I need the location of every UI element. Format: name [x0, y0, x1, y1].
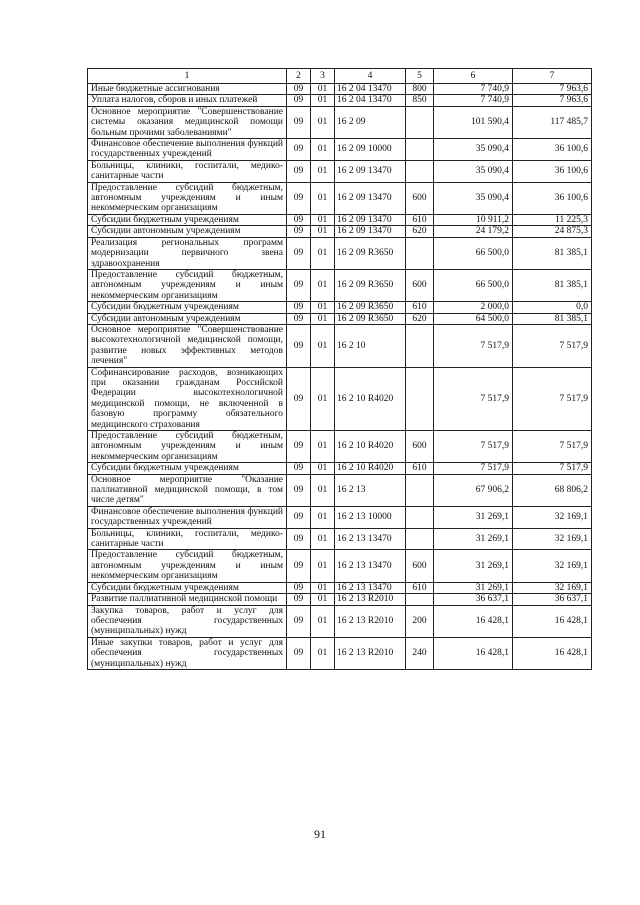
row-amount-year-1: 36 637,1 — [434, 594, 513, 605]
row-expense-type — [406, 324, 434, 367]
row-target-code: 16 2 13 13470 — [335, 582, 406, 593]
row-section: 09 — [287, 214, 311, 225]
table-row — [88, 637, 592, 669]
row-target-code: 16 2 10 R4020 — [335, 463, 406, 474]
row-expense-type: 620 — [406, 226, 434, 237]
row-amount-year-1: 31 269,1 — [434, 582, 513, 593]
row-expense-type — [406, 528, 434, 550]
row-amount-year-1: 7 517,9 — [434, 324, 513, 367]
row-amount-year-2: 36 100,6 — [513, 139, 592, 161]
table-row — [88, 506, 592, 528]
row-section: 09 — [287, 237, 311, 269]
row-amount-year-1: 10 911,2 — [434, 214, 513, 225]
table-row — [88, 269, 592, 301]
row-expense-type: 610 — [406, 302, 434, 313]
row-name: Субсидии бюджетным учреждениям — [88, 214, 287, 225]
row-expense-type — [406, 106, 434, 138]
table-row — [88, 139, 592, 161]
row-subsection: 01 — [311, 214, 335, 225]
row-expense-type — [406, 594, 434, 605]
row-expense-type: 620 — [406, 313, 434, 324]
row-expense-type: 600 — [406, 269, 434, 301]
row-amount-year-1: 24 179,2 — [434, 226, 513, 237]
row-subsection: 01 — [311, 528, 335, 550]
row-amount-year-2: 24 875,3 — [513, 226, 592, 237]
column-header-4: 4 — [335, 69, 406, 84]
row-amount-year-1: 31 269,1 — [434, 550, 513, 582]
row-section: 09 — [287, 84, 311, 95]
table-row — [88, 550, 592, 582]
row-subsection: 01 — [311, 605, 335, 637]
row-section: 09 — [287, 528, 311, 550]
table-row — [88, 95, 592, 106]
table-row — [88, 106, 592, 138]
row-subsection: 01 — [311, 463, 335, 474]
table-row — [88, 182, 592, 214]
row-expense-type — [406, 474, 434, 506]
row-expense-type — [406, 139, 434, 161]
row-section: 09 — [287, 324, 311, 367]
row-subsection: 01 — [311, 550, 335, 582]
row-amount-year-1: 7 517,9 — [434, 367, 513, 430]
row-expense-type: 610 — [406, 214, 434, 225]
row-name: Финансовое обеспечение выполнения функций государственных учреждений — [88, 139, 287, 161]
row-amount-year-2: 117 485,7 — [513, 106, 592, 138]
row-subsection: 01 — [311, 324, 335, 367]
row-name: Предоставление субсидий бюджетным, автономным учреждениям и иным некоммерческим организациям — [88, 431, 287, 463]
row-section: 09 — [287, 182, 311, 214]
row-target-code: 16 2 10 R4020 — [335, 367, 406, 430]
row-amount-year-1: 66 500,0 — [434, 269, 513, 301]
row-amount-year-1: 16 428,1 — [434, 637, 513, 669]
row-amount-year-1: 67 906,2 — [434, 474, 513, 506]
row-amount-year-2: 32 169,1 — [513, 550, 592, 582]
row-amount-year-2: 11 225,3 — [513, 214, 592, 225]
row-amount-year-2: 7 517,9 — [513, 367, 592, 430]
row-expense-type: 200 — [406, 605, 434, 637]
column-header-3: 3 — [311, 69, 335, 84]
row-name: Предоставление субсидий бюджетным, автономным учреждениям и иным некоммерческим организациям — [88, 550, 287, 582]
table-row — [88, 474, 592, 506]
row-name: Финансовое обеспечение выполнения функций государственных учреждений — [88, 506, 287, 528]
row-target-code: 16 2 13 R2010 — [335, 605, 406, 637]
row-section: 09 — [287, 506, 311, 528]
row-section: 09 — [287, 550, 311, 582]
row-subsection: 01 — [311, 474, 335, 506]
row-subsection: 01 — [311, 269, 335, 301]
row-amount-year-1: 7 740,9 — [434, 95, 513, 106]
row-name: Предоставление субсидий бюджетным, автономным учреждениям и иным некоммерческим организациям — [88, 182, 287, 214]
row-name: Основное мероприятие "Совершенствование высокотехнологичной медицинской помощи, развитие новых эффективных методов лечения" — [88, 324, 287, 367]
table-row — [88, 313, 592, 324]
row-subsection: 01 — [311, 160, 335, 182]
table-row — [88, 528, 592, 550]
row-name: Основное мероприятие "Совершенствование системы оказания медицинской помощи больным прочими заболеваниями" — [88, 106, 287, 138]
row-subsection: 01 — [311, 84, 335, 95]
row-expense-type: 800 — [406, 84, 434, 95]
row-target-code: 16 2 10 R4020 — [335, 431, 406, 463]
row-section: 09 — [287, 637, 311, 669]
row-subsection: 01 — [311, 182, 335, 214]
column-header-2: 2 — [287, 69, 311, 84]
row-expense-type: 600 — [406, 550, 434, 582]
row-amount-year-2: 7 517,9 — [513, 463, 592, 474]
row-target-code: 16 2 10 — [335, 324, 406, 367]
table-row — [88, 84, 592, 95]
row-name: Реализация региональных программ модернизации первичного звена здравоохранения — [88, 237, 287, 269]
row-amount-year-2: 32 169,1 — [513, 506, 592, 528]
row-expense-type — [406, 160, 434, 182]
row-target-code: 16 2 09 13470 — [335, 160, 406, 182]
row-target-code: 16 2 09 R3650 — [335, 313, 406, 324]
row-amount-year-1: 16 428,1 — [434, 605, 513, 637]
row-section: 09 — [287, 594, 311, 605]
row-subsection: 01 — [311, 106, 335, 138]
row-amount-year-1: 66 500,0 — [434, 237, 513, 269]
row-subsection: 01 — [311, 637, 335, 669]
row-name: Основное мероприятие "Оказание паллиативной медицинской помощи, в том числе детям" — [88, 474, 287, 506]
table-row — [88, 463, 592, 474]
row-subsection: 01 — [311, 226, 335, 237]
row-target-code: 16 2 09 R3650 — [335, 237, 406, 269]
row-target-code: 16 2 09 R3650 — [335, 302, 406, 313]
row-expense-type: 600 — [406, 431, 434, 463]
header-row — [88, 69, 592, 84]
row-section: 09 — [287, 367, 311, 430]
row-name: Субсидии автономным учреждениям — [88, 226, 287, 237]
row-section: 09 — [287, 431, 311, 463]
row-name: Софинансирование расходов, возникающих при оказании гражданам Российской Федерации высокотехнологичной медицинской помощи, не включенной в базовую программу обязательного медицинского страхования — [88, 367, 287, 430]
row-name: Развитие паллиативной медицинской помощи — [88, 594, 287, 605]
row-amount-year-1: 31 269,1 — [434, 528, 513, 550]
row-section: 09 — [287, 160, 311, 182]
row-amount-year-2: 36 100,6 — [513, 160, 592, 182]
row-amount-year-1: 31 269,1 — [434, 506, 513, 528]
row-amount-year-2: 7 517,9 — [513, 324, 592, 367]
row-name: Субсидии автономным учреждениям — [88, 313, 287, 324]
table-row — [88, 160, 592, 182]
row-target-code: 16 2 13 13470 — [335, 550, 406, 582]
row-amount-year-1: 7 740,9 — [434, 84, 513, 95]
row-section: 09 — [287, 95, 311, 106]
row-amount-year-2: 81 385,1 — [513, 237, 592, 269]
row-amount-year-1: 101 590,4 — [434, 106, 513, 138]
row-amount-year-2: 81 385,1 — [513, 269, 592, 301]
row-subsection: 01 — [311, 506, 335, 528]
table-row — [88, 324, 592, 367]
table-row — [88, 237, 592, 269]
row-subsection: 01 — [311, 367, 335, 430]
row-subsection: 01 — [311, 313, 335, 324]
column-header-5: 5 — [406, 69, 434, 84]
row-section: 09 — [287, 302, 311, 313]
column-header-6: 6 — [434, 69, 513, 84]
row-target-code: 16 2 09 R3650 — [335, 269, 406, 301]
row-amount-year-2: 0,0 — [513, 302, 592, 313]
row-amount-year-2: 68 806,2 — [513, 474, 592, 506]
row-amount-year-2: 7 963,6 — [513, 84, 592, 95]
row-expense-type: 240 — [406, 637, 434, 669]
row-amount-year-2: 32 169,1 — [513, 528, 592, 550]
row-amount-year-2: 81 385,1 — [513, 313, 592, 324]
row-name: Иные закупки товаров, работ и услуг для обеспечения государственных (муниципальных) нужд — [88, 637, 287, 669]
row-section: 09 — [287, 474, 311, 506]
row-target-code: 16 2 09 10000 — [335, 139, 406, 161]
row-section: 09 — [287, 463, 311, 474]
row-name: Субсидии бюджетным учреждениям — [88, 302, 287, 313]
row-amount-year-2: 16 428,1 — [513, 605, 592, 637]
table-row — [88, 582, 592, 593]
column-header-7: 7 — [513, 69, 592, 84]
row-amount-year-2: 7 517,9 — [513, 431, 592, 463]
row-section: 09 — [287, 139, 311, 161]
row-section: 09 — [287, 582, 311, 593]
table-row — [88, 605, 592, 637]
table-row — [88, 594, 592, 605]
row-subsection: 01 — [311, 594, 335, 605]
row-name: Больницы, клиники, госпитали, медико-санитарные части — [88, 528, 287, 550]
row-section: 09 — [287, 106, 311, 138]
row-name: Больницы, клиники, госпитали, медико-санитарные части — [88, 160, 287, 182]
row-amount-year-2: 36 100,6 — [513, 182, 592, 214]
column-header-1: 1 — [88, 69, 287, 84]
row-target-code: 16 2 13 R2010 — [335, 637, 406, 669]
row-section: 09 — [287, 313, 311, 324]
row-expense-type — [406, 237, 434, 269]
row-amount-year-1: 64 500,0 — [434, 313, 513, 324]
row-amount-year-1: 35 090,4 — [434, 182, 513, 214]
row-name: Закупка товаров, работ и услуг для обеспечения государственных (муниципальных) нужд — [88, 605, 287, 637]
row-target-code: 16 2 13 — [335, 474, 406, 506]
row-section: 09 — [287, 269, 311, 301]
row-target-code: 16 2 13 13470 — [335, 528, 406, 550]
row-target-code: 16 2 13 R2010 — [335, 594, 406, 605]
table-row — [88, 226, 592, 237]
row-amount-year-1: 35 090,4 — [434, 139, 513, 161]
row-amount-year-2: 7 963,6 — [513, 95, 592, 106]
row-amount-year-2: 32 169,1 — [513, 582, 592, 593]
row-target-code: 16 2 09 — [335, 106, 406, 138]
row-subsection: 01 — [311, 582, 335, 593]
row-target-code: 16 2 09 13470 — [335, 226, 406, 237]
row-amount-year-1: 7 517,9 — [434, 431, 513, 463]
table-body — [88, 84, 592, 670]
row-expense-type: 610 — [406, 582, 434, 593]
row-section: 09 — [287, 605, 311, 637]
row-name: Субсидии бюджетным учреждениям — [88, 582, 287, 593]
row-expense-type: 610 — [406, 463, 434, 474]
table-row — [88, 431, 592, 463]
row-subsection: 01 — [311, 139, 335, 161]
row-expense-type — [406, 367, 434, 430]
table-row — [88, 367, 592, 430]
table-row — [88, 302, 592, 313]
row-amount-year-1: 2 000,0 — [434, 302, 513, 313]
row-expense-type: 850 — [406, 95, 434, 106]
row-amount-year-1: 35 090,4 — [434, 160, 513, 182]
row-subsection: 01 — [311, 302, 335, 313]
row-expense-type — [406, 506, 434, 528]
row-subsection: 01 — [311, 237, 335, 269]
row-target-code: 16 2 13 10000 — [335, 506, 406, 528]
row-name: Уплата налогов, сборов и иных платежей — [88, 95, 287, 106]
table-row — [88, 214, 592, 225]
row-amount-year-1: 7 517,9 — [434, 463, 513, 474]
row-name: Иные бюджетные ассигнования — [88, 84, 287, 95]
budget-table — [87, 68, 592, 670]
row-subsection: 01 — [311, 95, 335, 106]
row-target-code: 16 2 09 13470 — [335, 182, 406, 214]
row-amount-year-2: 36 637,1 — [513, 594, 592, 605]
row-name: Субсидии бюджетным учреждениям — [88, 463, 287, 474]
row-amount-year-2: 16 428,1 — [513, 637, 592, 669]
row-target-code: 16 2 04 13470 — [335, 95, 406, 106]
row-section: 09 — [287, 226, 311, 237]
row-target-code: 16 2 04 13470 — [335, 84, 406, 95]
page-number: 91 — [314, 827, 326, 841]
row-name: Предоставление субсидий бюджетным, автономным учреждениям и иным некоммерческим организациям — [88, 269, 287, 301]
row-expense-type: 600 — [406, 182, 434, 214]
row-target-code: 16 2 09 13470 — [335, 214, 406, 225]
row-subsection: 01 — [311, 431, 335, 463]
